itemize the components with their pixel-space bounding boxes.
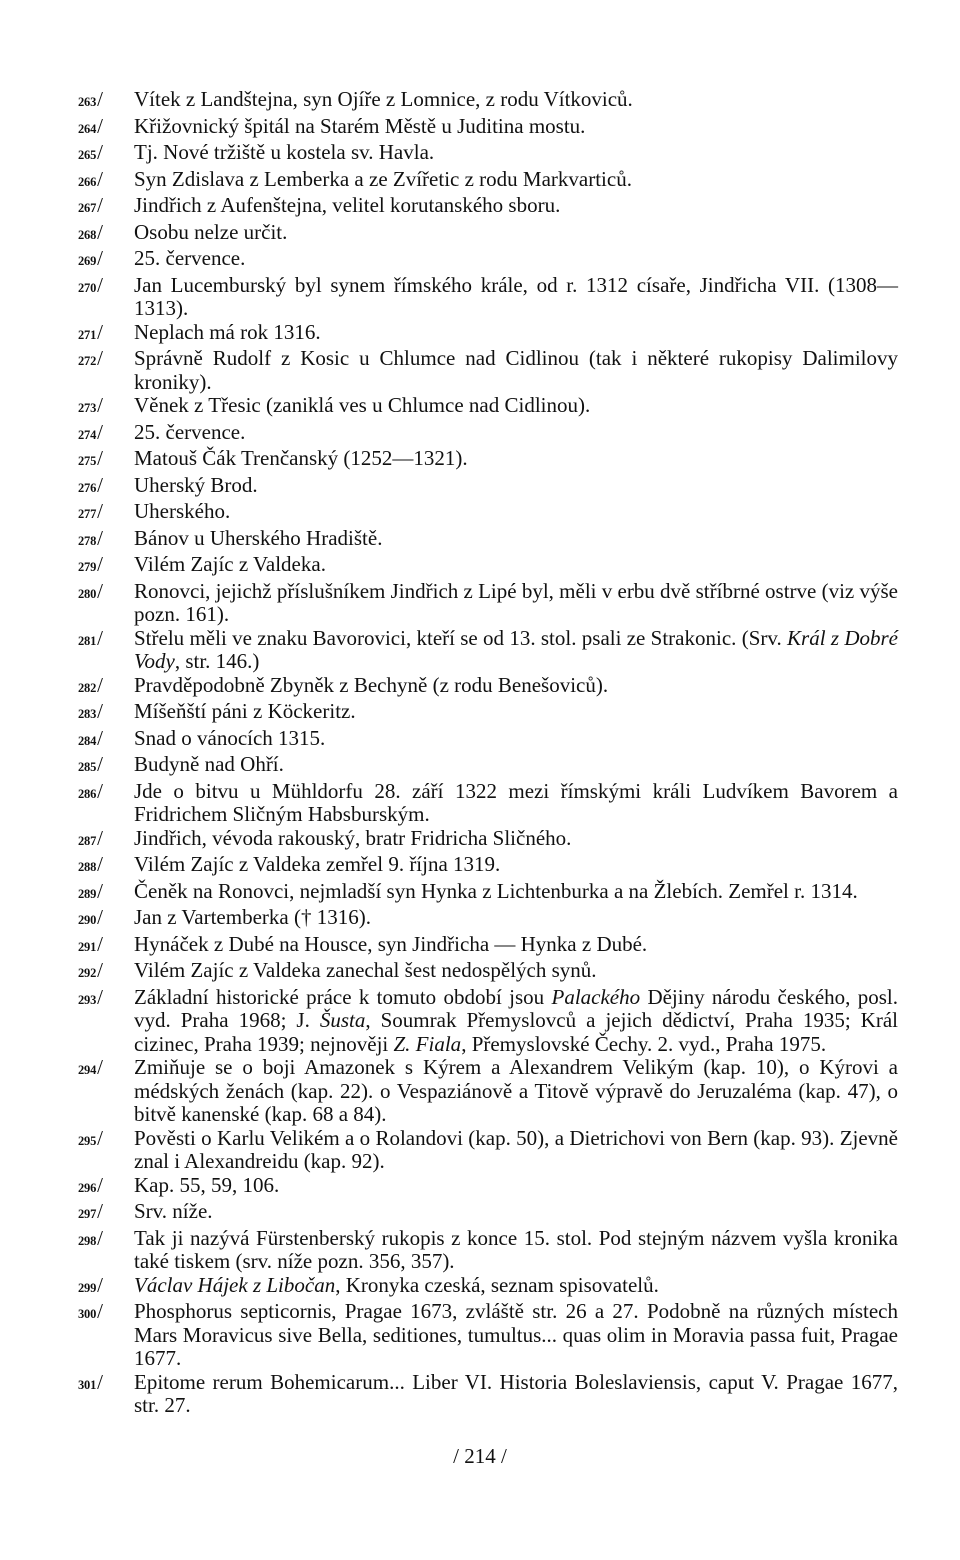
footnote-text-segment: Vítek z Landštejna, syn Ojíře z Lomnice, z rodu Vítkoviců.	[134, 87, 633, 111]
footnote-text-segment: Matouš Čák Trenčanský (1252—1321).	[134, 446, 468, 470]
footnote-item	[78, 274, 898, 321]
footnote-text	[134, 700, 898, 724]
footnote-number: 298/	[78, 1225, 103, 1250]
footnote-item	[78, 780, 898, 827]
footnote-text	[134, 933, 898, 957]
footnote-number: 292/	[78, 958, 103, 982]
footnote-number: 293/	[78, 984, 103, 1009]
footnote-number: 289/	[78, 878, 103, 903]
italic-citation: Král z Dobré Vody	[134, 625, 898, 673]
footnote-text	[134, 906, 898, 930]
footnote-item	[78, 115, 898, 142]
footnote-text	[134, 986, 898, 1057]
footnote-item	[78, 447, 898, 474]
footnote-number: 272/	[78, 346, 103, 370]
footnote-text-segment: Správně Rudolf z Kosic u Chlumce nad Cidlinou (tak i některé rukopisy Dalimilovy kroniky).	[134, 346, 898, 394]
footnote-number: 280/	[78, 578, 103, 603]
footnote-text-segment: Dějiny národu českého, posl. vyd. Praha 1968; J.	[134, 984, 899, 1032]
footnote-text-segment: Tak ji nazývá Fürstenberský rukopis z konce 15. stol. Pod stejným názvem vyšla kronika také tiskem (srv. níže pozn. 356, 357).	[134, 1225, 898, 1273]
footnote-item	[78, 727, 898, 754]
page-number: / 214 /	[453, 1444, 507, 1468]
footnote-item	[78, 1274, 898, 1301]
footnote-text	[134, 1127, 898, 1174]
footnote-text-segment: Bánov u Uherského Hradiště.	[134, 525, 383, 550]
footnote-item	[78, 959, 898, 986]
footnote-text-segment: Uherského.	[134, 499, 231, 523]
footnote-text	[134, 1300, 898, 1371]
footnote-text-segment: Epitome rerum Bohemicarum... Liber VI. Historia Boleslaviensis, caput V. Pragae 1677, str. 27.	[134, 1369, 898, 1417]
footnote-text-segment: Kap. 55, 59, 106.	[134, 1172, 280, 1197]
footnote-text	[134, 1227, 898, 1274]
footnote-text-segment: Jan Lucemburský byl synem římského krále, od r. 1312 císaře, Jindřicha VII. (1308—1313).	[134, 272, 898, 320]
footnote-text	[134, 421, 898, 445]
footnote-text-segment: Snad o vánocích 1315.	[134, 725, 326, 750]
footnote-number: 281/	[78, 625, 103, 650]
footnote-text-segment: Osobu nelze určit.	[134, 219, 288, 244]
footnote-text	[134, 627, 898, 674]
footnote-text	[134, 168, 898, 192]
footnote-number: 286/	[78, 778, 103, 803]
footnote-text-segment: 25. července.	[134, 246, 246, 270]
footnote-number: 264/	[78, 113, 103, 138]
italic-citation: Václav Hájek z Libočan	[134, 1272, 336, 1297]
footnote-item	[78, 1227, 898, 1274]
footnote-text-segment: Čeněk na Ronovci, nejmladší syn Hynka z Lichtenburka a na Žlebích. Zemřel r. 1314.	[134, 878, 858, 903]
footnote-number: 285/	[78, 752, 103, 776]
footnote-text	[134, 780, 898, 827]
footnote-number: 278/	[78, 525, 103, 550]
footnote-text-segment: Střelu měli ve znaku Bavorovici, kteří se od 13. stol. psali ze Strakonic. (Srv.	[134, 625, 782, 650]
footnote-text-segment: Jindřich, vévoda rakouský, bratr Fridricha Sličného.	[134, 825, 572, 850]
footnotes-list	[78, 88, 898, 1418]
footnote-text	[134, 553, 898, 577]
footnote-item	[78, 88, 898, 115]
footnote-item	[78, 1174, 898, 1201]
footnote-text-segment: Pověsti o Karlu Velikém a o Rolandovi (kap. 50), a Dietrichovi von Bern (kap. 93). Zjevně znal i Alexandreidu (kap. 92).	[134, 1125, 898, 1173]
footnote-item	[78, 827, 898, 854]
footnote-item	[78, 247, 898, 274]
footnote-number: 268/	[78, 219, 103, 244]
footnote-number: 279/	[78, 552, 103, 576]
footnote-text-segment: Jde o bitvu u Mühldorfu 28. září 1322 mezi římskými králi Ludvíkem Bavorem a Fridrichem Sličným Habsburským.	[134, 778, 898, 826]
footnote-text-segment: , str. 146.)	[174, 649, 260, 673]
footnote-item	[78, 168, 898, 195]
footnote-text	[134, 1274, 898, 1298]
footnote-item	[78, 553, 898, 580]
footnote-text-segment: Srv. níže.	[134, 1199, 213, 1223]
footnote-text	[134, 827, 898, 851]
footnote-item	[78, 347, 898, 394]
footnote-text	[134, 321, 898, 345]
footnote-number: 270/	[78, 272, 103, 297]
footnote-text-segment: Ronovci, jejichž příslušníkem Jindřich z Lipé byl, měli v erbu dvě stříbrné ostrve (viz výše pozn. 161).	[134, 578, 898, 626]
footnote-item	[78, 194, 898, 221]
footnote-number: 275/	[78, 446, 103, 470]
footnote-item	[78, 933, 898, 960]
footnote-number: 267/	[78, 193, 103, 217]
footnote-item	[78, 700, 898, 727]
footnote-item	[78, 141, 898, 168]
footnote-text	[134, 221, 898, 245]
footnote-text	[134, 527, 898, 551]
footnote-text	[134, 880, 898, 904]
footnote-item	[78, 674, 898, 701]
footnote-text	[134, 1056, 898, 1127]
footnote-number: 271/	[78, 319, 103, 344]
footnote-text	[134, 1174, 898, 1198]
footnote-number: 282/	[78, 672, 103, 697]
footnote-number: 301/	[78, 1369, 103, 1394]
footnote-item	[78, 906, 898, 933]
footnote-text-segment: Syn Zdislava z Lemberka a ze Zvířetic z rodu Markvarticů.	[134, 166, 632, 191]
footnote-text-segment: Jan z Vartemberka († 1316).	[134, 905, 371, 929]
footnote-text-segment: , Soumrak Přemyslovců a jejich dědictví, Praha 1935; Král cizinec, Praha 1939; nejnověji	[134, 1008, 898, 1056]
footnote-number: 291/	[78, 931, 103, 956]
footnote-item	[78, 1300, 898, 1371]
footnote-text-segment: Uherský Brod.	[134, 472, 258, 497]
footnote-text	[134, 1371, 898, 1418]
footnote-number: 295/	[78, 1125, 103, 1150]
footnote-text	[134, 141, 898, 165]
footnote-number: 269/	[78, 246, 103, 270]
footnote-item	[78, 394, 898, 421]
footnote-text	[134, 500, 898, 524]
footnote-text-segment: 25. července.	[134, 419, 246, 444]
footnote-item	[78, 421, 898, 448]
footnote-item	[78, 1127, 898, 1174]
footnote-text	[134, 1200, 898, 1224]
footnote-text-segment: , Kronyka czeská, seznam spisovatelů.	[335, 1272, 659, 1297]
footnote-number: 294/	[78, 1055, 103, 1079]
footnote-item	[78, 321, 898, 348]
footnote-item	[78, 221, 898, 248]
footnote-text-segment: , Přemyslovské Čechy. 2. vyd., Praha 1975.	[461, 1031, 827, 1056]
footnote-text	[134, 674, 898, 698]
footnote-item	[78, 580, 898, 627]
footnote-text-segment: Pravděpodobně Zbyněk z Bechyně (z rodu Benešoviců).	[134, 672, 609, 697]
footnote-number: 300/	[78, 1299, 103, 1323]
footnote-text	[134, 447, 898, 471]
footnote-text-segment: Míšeňští páni z Köckeritz.	[134, 699, 356, 723]
footnote-text	[134, 274, 898, 321]
footnote-number: 284/	[78, 725, 103, 750]
footnote-item	[78, 880, 898, 907]
footnote-number: 297/	[78, 1199, 103, 1223]
footnote-number: 287/	[78, 825, 103, 850]
footnote-text	[134, 727, 898, 751]
italic-citation: Palackého	[544, 984, 641, 1009]
footnote-number: 288/	[78, 852, 103, 876]
footnote-item	[78, 1056, 898, 1127]
footnote-number: 276/	[78, 472, 103, 497]
footnote-text-segment: Tj. Nové tržiště u kostela sv. Havla.	[134, 140, 435, 164]
footnote-number: 296/	[78, 1172, 103, 1197]
footnote-text-segment: Budyně nad Ohří.	[134, 752, 284, 776]
footnote-item	[78, 474, 898, 501]
footnote-item	[78, 853, 898, 880]
footnote-text-segment: Křižovnický špitál na Starém Městě u Juditina mostu.	[134, 113, 586, 138]
footnote-text	[134, 88, 898, 112]
footnote-item	[78, 1200, 898, 1227]
footnote-text	[134, 347, 898, 394]
footnote-text-segment: Neplach má rok 1316.	[134, 319, 321, 344]
footnote-text-segment: Phosphorus septicornis, Pragae 1673, zvláště str. 26 a 27. Podobně na různých místech Mars Moravicus sive Bella, seditiones, tumultus... quas olim in Moravia passa fuit, Pragae 1677.	[134, 1299, 898, 1370]
footnote-text	[134, 247, 898, 271]
footnote-text-segment: Vilém Zajíc z Valdeka zanechal šest nedospělých synů.	[134, 958, 597, 982]
footnote-number: 277/	[78, 499, 103, 523]
footnote-text	[134, 394, 898, 418]
footnote-item	[78, 627, 898, 674]
footnote-text-segment: Základní historické práce k tomuto období jsou	[134, 984, 545, 1009]
footnote-text-segment: Hynáček z Dubé na Housce, syn Jindřicha — Hynka z Dubé.	[134, 931, 648, 956]
footnote-text	[134, 194, 898, 218]
footnote-number: 273/	[78, 393, 103, 417]
footnote-text-segment: Věnek z Třesic (zaniklá ves u Chlumce nad Cidlinou).	[134, 393, 591, 417]
footnote-number: 299/	[78, 1272, 103, 1297]
footnote-text	[134, 959, 898, 983]
footnote-item	[78, 500, 898, 527]
footnote-text-segment: Zmiňuje se o boji Amazonek s Kýrem a Alexandrem Velikým (kap. 10), o Kýrovi a médských ženách (kap. 22). o Vespaziánově a Titově výpravě do Jeruzaléma (kap. 47), o bitvě kanenské (kap. 68 a 84).	[134, 1055, 898, 1126]
footnote-text-segment: Jindřich z Aufenštejna, velitel korutanského sboru.	[134, 193, 561, 217]
footnote-text-segment: Vilém Zajíc z Valdeka.	[134, 552, 326, 576]
footnote-item	[78, 1371, 898, 1418]
footnote-text	[134, 853, 898, 877]
footnote-text-segment: Vilém Zajíc z Valdeka zemřel 9. října 1319.	[134, 852, 501, 876]
footnote-item	[78, 986, 898, 1057]
footnote-number: 263/	[78, 87, 103, 111]
footnote-number: 266/	[78, 166, 103, 191]
footnote-number: 283/	[78, 699, 103, 723]
footnote-text	[134, 580, 898, 627]
footnote-text	[134, 474, 898, 498]
italic-citation: Šusta	[309, 1008, 366, 1032]
footnote-item	[78, 753, 898, 780]
footnote-number: 290/	[78, 905, 103, 929]
footnote-number: 274/	[78, 419, 103, 444]
footnote-text	[134, 115, 898, 139]
footnote-item	[78, 527, 898, 554]
italic-citation: Z. Fiala	[388, 1031, 462, 1056]
footnote-text	[134, 753, 898, 777]
footnote-number: 265/	[78, 140, 103, 164]
